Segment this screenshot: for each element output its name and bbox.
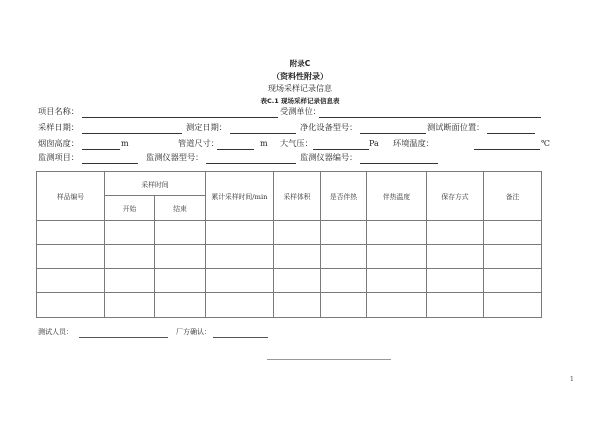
cell[interactable] (427, 221, 484, 245)
atm-pressure-unit: Pa (369, 139, 379, 148)
tested-unit-label: 受测单位： (280, 106, 321, 116)
purifier-model-label: 净化设备型号： (300, 122, 358, 132)
ambient-temp-label: 环境温度： (393, 138, 434, 148)
sampling-record-table (36, 171, 542, 318)
ambient-temp-unit: ℃ (541, 139, 550, 148)
cell[interactable] (367, 245, 427, 269)
cell[interactable] (155, 293, 206, 318)
appendix-type: （资料性附录） (272, 72, 328, 81)
section-position-field[interactable] (487, 133, 535, 134)
cell[interactable] (321, 221, 367, 245)
table-row (37, 245, 542, 269)
instrument-model-label: 监测仪器型号： (146, 152, 204, 162)
pipe-size-label: 管道尺寸： (178, 138, 219, 148)
page-title: 现场采样记录信息 (268, 84, 332, 93)
cell[interactable] (427, 245, 484, 269)
cell[interactable] (321, 245, 367, 269)
header-volume: 采样体积 (274, 172, 321, 221)
header-end: 结束 (155, 196, 206, 221)
header-sample-no: 样品编号 (37, 172, 105, 221)
table-caption: 表C.1 现场采样记录信息表 (260, 97, 340, 105)
cell[interactable] (37, 293, 105, 318)
header-remarks: 备注 (484, 172, 542, 221)
instrument-model-field[interactable] (206, 163, 296, 164)
chimney-height-label: 烟囱高度： (38, 138, 79, 148)
footnote-separator (267, 359, 391, 360)
instrument-number-label: 监测仪器编号： (300, 152, 358, 162)
cell[interactable] (37, 221, 105, 245)
tester-field[interactable] (79, 337, 168, 338)
cell[interactable] (274, 293, 321, 318)
cell[interactable] (206, 293, 274, 318)
cell[interactable] (105, 293, 155, 318)
project-name-label: 项目名称： (38, 106, 79, 116)
monitor-item-label: 监测项目： (38, 152, 79, 162)
project-name-field[interactable] (82, 117, 278, 118)
cell[interactable] (206, 245, 274, 269)
header-heat-trace: 是否伴热 (321, 172, 367, 221)
cell[interactable] (484, 269, 542, 293)
table-row (37, 221, 542, 245)
pipe-size-unit: m (260, 139, 268, 148)
cell[interactable] (274, 245, 321, 269)
monitor-item-field[interactable] (82, 163, 138, 164)
pipe-size-field[interactable] (217, 149, 254, 150)
factory-confirm-label: 厂方确认： (176, 328, 211, 336)
cell[interactable] (367, 269, 427, 293)
section-position-label: 测试断面位置： (427, 122, 485, 132)
table-row (37, 269, 542, 293)
atm-pressure-field[interactable] (313, 149, 369, 150)
page-number: 1 (570, 376, 574, 383)
header-storage: 保存方式 (427, 172, 484, 221)
chimney-height-unit: m (121, 139, 129, 148)
instrument-number-field[interactable] (360, 163, 438, 164)
cell[interactable] (105, 269, 155, 293)
chimney-height-field[interactable] (82, 149, 120, 150)
cell[interactable] (155, 245, 206, 269)
cell[interactable] (105, 245, 155, 269)
header-start: 开始 (105, 196, 155, 221)
atm-pressure-label: 大气压： (280, 138, 313, 148)
appendix-heading: 附录C (289, 59, 311, 68)
cell[interactable] (105, 221, 155, 245)
table-row (37, 293, 542, 318)
cell[interactable] (321, 269, 367, 293)
cell[interactable] (274, 269, 321, 293)
cell[interactable] (484, 221, 542, 245)
cell[interactable] (155, 221, 206, 245)
cell[interactable] (206, 221, 274, 245)
cell[interactable] (484, 293, 542, 318)
header-heat-temp: 伴热温度 (367, 172, 427, 221)
cell[interactable] (274, 221, 321, 245)
cell[interactable] (37, 269, 105, 293)
tested-unit-field[interactable] (319, 117, 541, 118)
cell[interactable] (37, 245, 105, 269)
sampling-date-label: 采样日期： (38, 122, 79, 132)
cell[interactable] (155, 269, 206, 293)
cell[interactable] (427, 269, 484, 293)
purifier-model-field[interactable] (360, 133, 426, 134)
measure-date-field[interactable] (230, 133, 296, 134)
header-cumulative-time: 累计采样时间/min (206, 172, 274, 221)
header-sampling-time: 采样时间 (105, 172, 206, 196)
cell[interactable] (367, 293, 427, 318)
tester-label: 测试人员： (38, 328, 73, 336)
sampling-date-field[interactable] (82, 133, 182, 134)
factory-confirm-field[interactable] (213, 337, 268, 338)
ambient-temp-field[interactable] (474, 149, 540, 150)
cell[interactable] (206, 269, 274, 293)
measure-date-label: 测定日期： (186, 122, 227, 132)
cell[interactable] (427, 293, 484, 318)
cell[interactable] (484, 245, 542, 269)
cell[interactable] (367, 221, 427, 245)
cell[interactable] (321, 293, 367, 318)
